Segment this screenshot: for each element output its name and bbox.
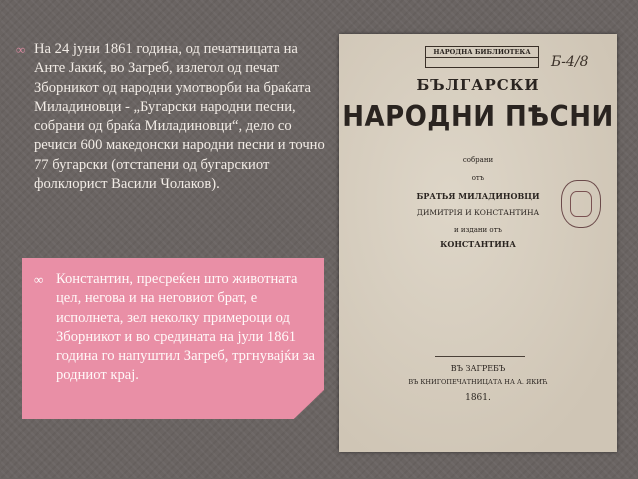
pink-paragraph-text: Константин, пресреќен што животната цел, негова и на неговиот брат, е исполнета, зел неколку примероци од Зборникот и во средината на јули 1861 година го напуштил Загреб, тргнувајќи за родниот крај. xyxy=(56,271,316,384)
published-line: и издани отъ xyxy=(454,226,502,234)
konstantin-line: КОНСТАНТИНА xyxy=(440,239,516,249)
pink-paragraph xyxy=(34,270,324,386)
city-line: ВЪ ЗАГРЕБЪ xyxy=(450,364,506,373)
handwritten-mark: Б-4/8 xyxy=(551,54,589,70)
bullet-icon: ∞ xyxy=(34,272,44,287)
divider xyxy=(435,356,525,357)
names-line: ДИМИТРІЯ И КОНСТАНТИНА xyxy=(416,208,540,217)
library-stamp: НАРОДНА БИБЛИОТЕКА xyxy=(425,46,539,68)
brothers-line: БРАТЬЯ МИЛАДИНОВЦИ xyxy=(416,191,540,201)
top-paragraph-text: На 24 јуни 1861 година, од печатницата на Анте Јакиќ, во Загреб, излегол од печат Зборникот од народни умотворби на браќата Миладиновци - „Бугарски народни песни, собрани од браќа Миладиновци“, дело со речиси 600 македонски народни песни и точно 77 бугарски (отстапени од бугарскиот фолклорист Васили Чолаков). xyxy=(34,41,325,193)
collected-line: собрани xyxy=(462,156,494,164)
folded-corner xyxy=(294,390,324,419)
title-line-2: НАРОДНИ ПѢСНИ xyxy=(342,100,614,134)
library-seal-icon xyxy=(561,180,601,228)
bullet-icon: ∞ xyxy=(16,42,26,57)
title-page-image xyxy=(339,34,617,452)
top-paragraph xyxy=(16,40,332,194)
from-line: отъ xyxy=(471,174,485,182)
title-line-1: БЪЛГАРСКИ xyxy=(416,76,540,94)
printer-line: ВЪ КНИГОПЕЧАТНИЦАТА НА А. ЯКИЋ xyxy=(408,378,548,386)
year-line: 1861. xyxy=(465,393,491,403)
